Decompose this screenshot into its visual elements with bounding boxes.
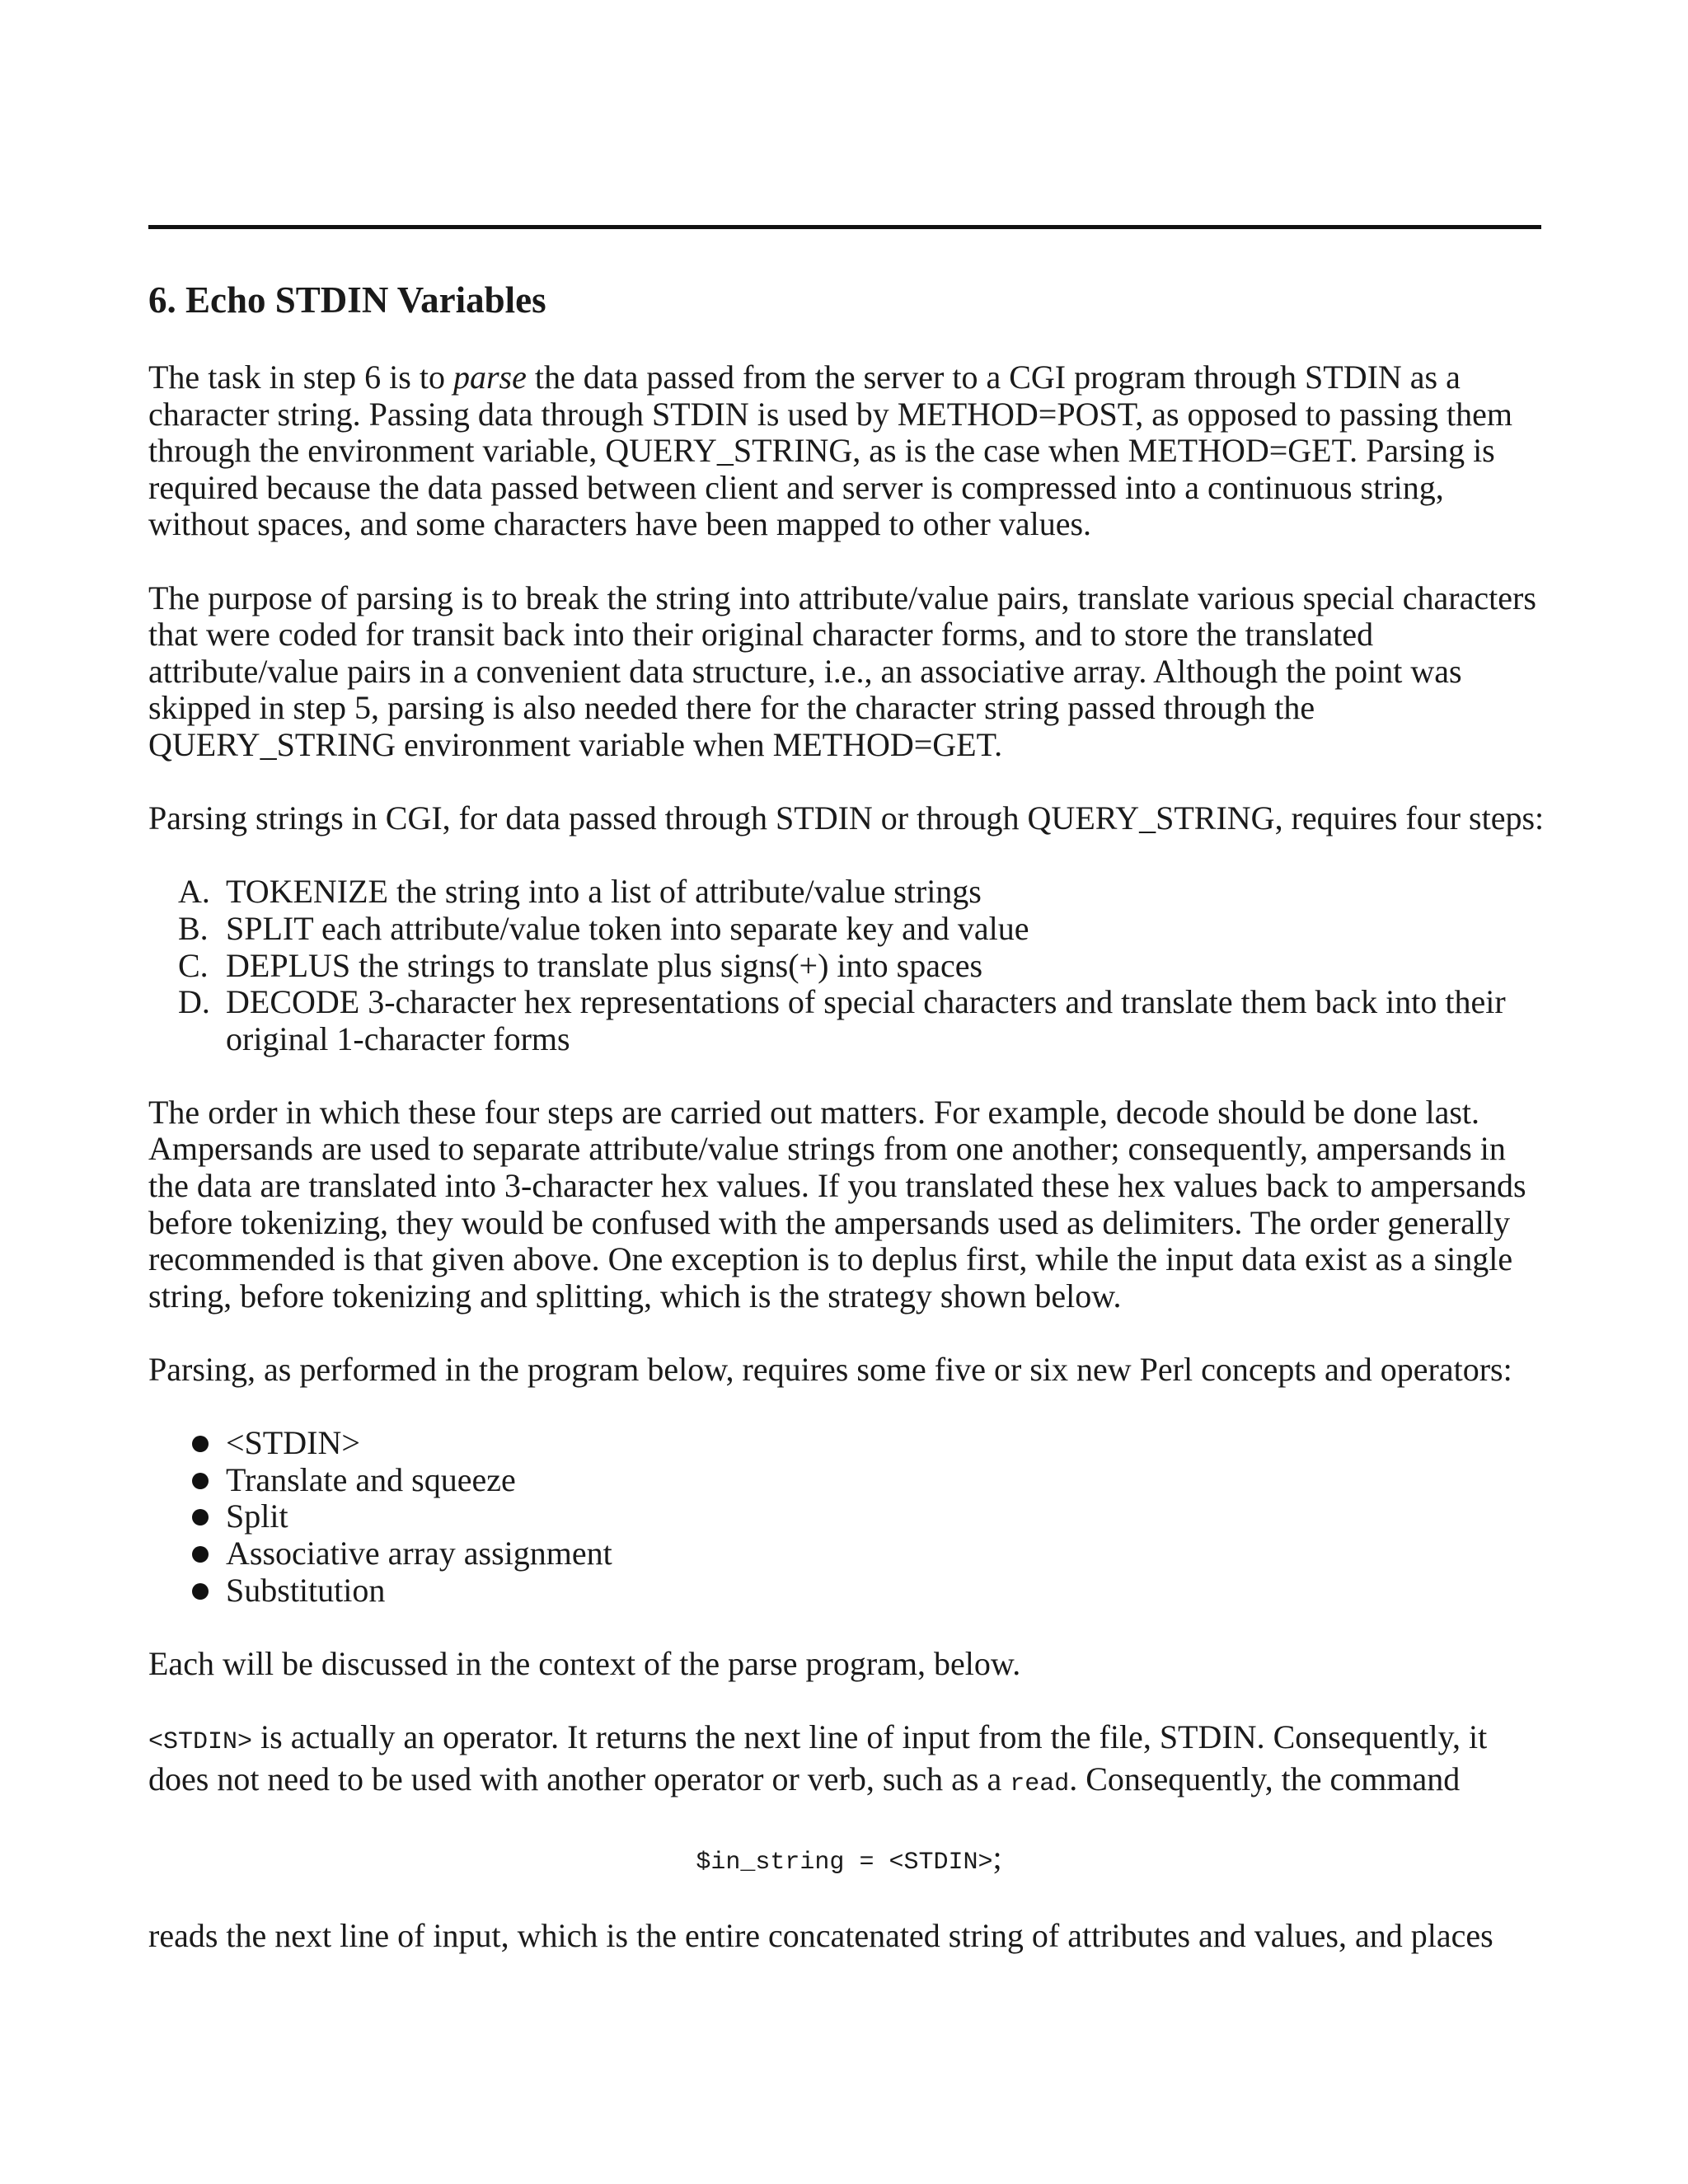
bullet-icon bbox=[192, 1473, 209, 1489]
paragraph-four-steps: Parsing strings in CGI, for data passed through STDIN or through QUERY_STRING, requires four steps: bbox=[148, 799, 1545, 837]
bullet-icon bbox=[192, 1546, 209, 1563]
section-heading: 6. Echo STDIN Variables bbox=[148, 279, 546, 321]
paragraph-perl-concepts: Parsing, as performed in the program below, requires some five or six new Perl concepts and operators: bbox=[148, 1351, 1512, 1389]
concept-item: <STDIN> bbox=[148, 1425, 1550, 1462]
paragraph-stdin-operator: <STDIN> is actually an operator. It returns the next line of input from the file, STDIN. Consequently, it does not need to be used with another operator or verb, such as a read. Consequently, the command bbox=[148, 1718, 1488, 1798]
code-semicolon: ; bbox=[992, 1838, 1002, 1876]
steps-list bbox=[148, 874, 1550, 1057]
paragraph-order: The order in which these four steps are carried out matters. For example, decode should be done last. Ampersands are used to separate attribute/value strings from one another; consequently, ampersands in the data are translated into 3-character hex values. If you translated these hex values back to ampersands before tokenizing, they would be confused with the ampersands used as delimiters. The order generally recommended is that given above. One exception is to deplus first, while the input data exist as a single string, before tokenizing and splitting, which is the strategy shown below. bbox=[148, 1093, 1526, 1315]
step-item-d bbox=[148, 984, 1550, 1057]
concepts-list bbox=[148, 1425, 1550, 1609]
top-horizontal-rule bbox=[148, 225, 1541, 229]
concept-item: Substitution bbox=[148, 1572, 1550, 1610]
paragraph-discussion: Each will be discussed in the context of the parse program, below. bbox=[148, 1644, 1021, 1682]
document-body bbox=[148, 277, 1550, 1991]
bullet-icon bbox=[192, 1583, 209, 1600]
step-marker: D. bbox=[178, 983, 210, 1021]
step-item-b bbox=[148, 911, 1550, 948]
paragraph-reads-next-line: reads the next line of input, which is the entire concatenated string of attributes and values, and places bbox=[148, 1916, 1493, 1954]
inline-code-read: read bbox=[1010, 1769, 1070, 1798]
step-text: SPLIT each attribute/value token into separate key and value bbox=[226, 909, 1029, 947]
step-item-c bbox=[148, 948, 1550, 985]
paragraph-intro: The task in step 6 is to parse the data passed from the server to a CGI program through STDIN as a character string. Passing data through STDIN is used by METHOD=POST, as opposed to passing them through the environment variable, QUERY_STRING, as is the case when METHOD=GET. Parsing is required because the data passed between client and server is compressed into a continuous string, without spaces, and some characters have been mapped to other values. bbox=[148, 359, 1512, 543]
bullet-icon bbox=[192, 1436, 209, 1452]
code-example bbox=[148, 1840, 1550, 1882]
step-marker: A. bbox=[178, 873, 210, 911]
paragraph-purpose: The purpose of parsing is to break the string into attribute/value pairs, translate various special characters that were coded for transit back into their original character forms, and to store the translated attribute/value pairs in a convenient data structure, i.e., an associative array. Although the point was skipped in step 5, parsing is also needed there for the character string passed through the QUERY_STRING environment variable when METHOD=GET. bbox=[148, 579, 1536, 763]
concept-item: Split bbox=[148, 1498, 1550, 1535]
code-statement: $in_string = <STDIN> bbox=[696, 1848, 993, 1877]
step-text: DECODE 3-character hex representations of special characters and translate them back into their original 1-character forms bbox=[226, 983, 1506, 1057]
emphasis-parse: parse bbox=[452, 359, 527, 396]
inline-code-stdin: <STDIN> bbox=[148, 1727, 253, 1756]
step-marker: B. bbox=[178, 909, 209, 947]
step-marker: C. bbox=[178, 946, 209, 984]
concept-item: Associative array assignment bbox=[148, 1535, 1550, 1572]
concept-item: Translate and squeeze bbox=[148, 1462, 1550, 1499]
step-item-a bbox=[148, 874, 1550, 911]
bullet-icon bbox=[192, 1509, 209, 1526]
step-text: TOKENIZE the string into a list of attribute/value strings bbox=[226, 873, 982, 911]
step-text: DEPLUS the strings to translate plus signs(+) into spaces bbox=[226, 946, 983, 984]
